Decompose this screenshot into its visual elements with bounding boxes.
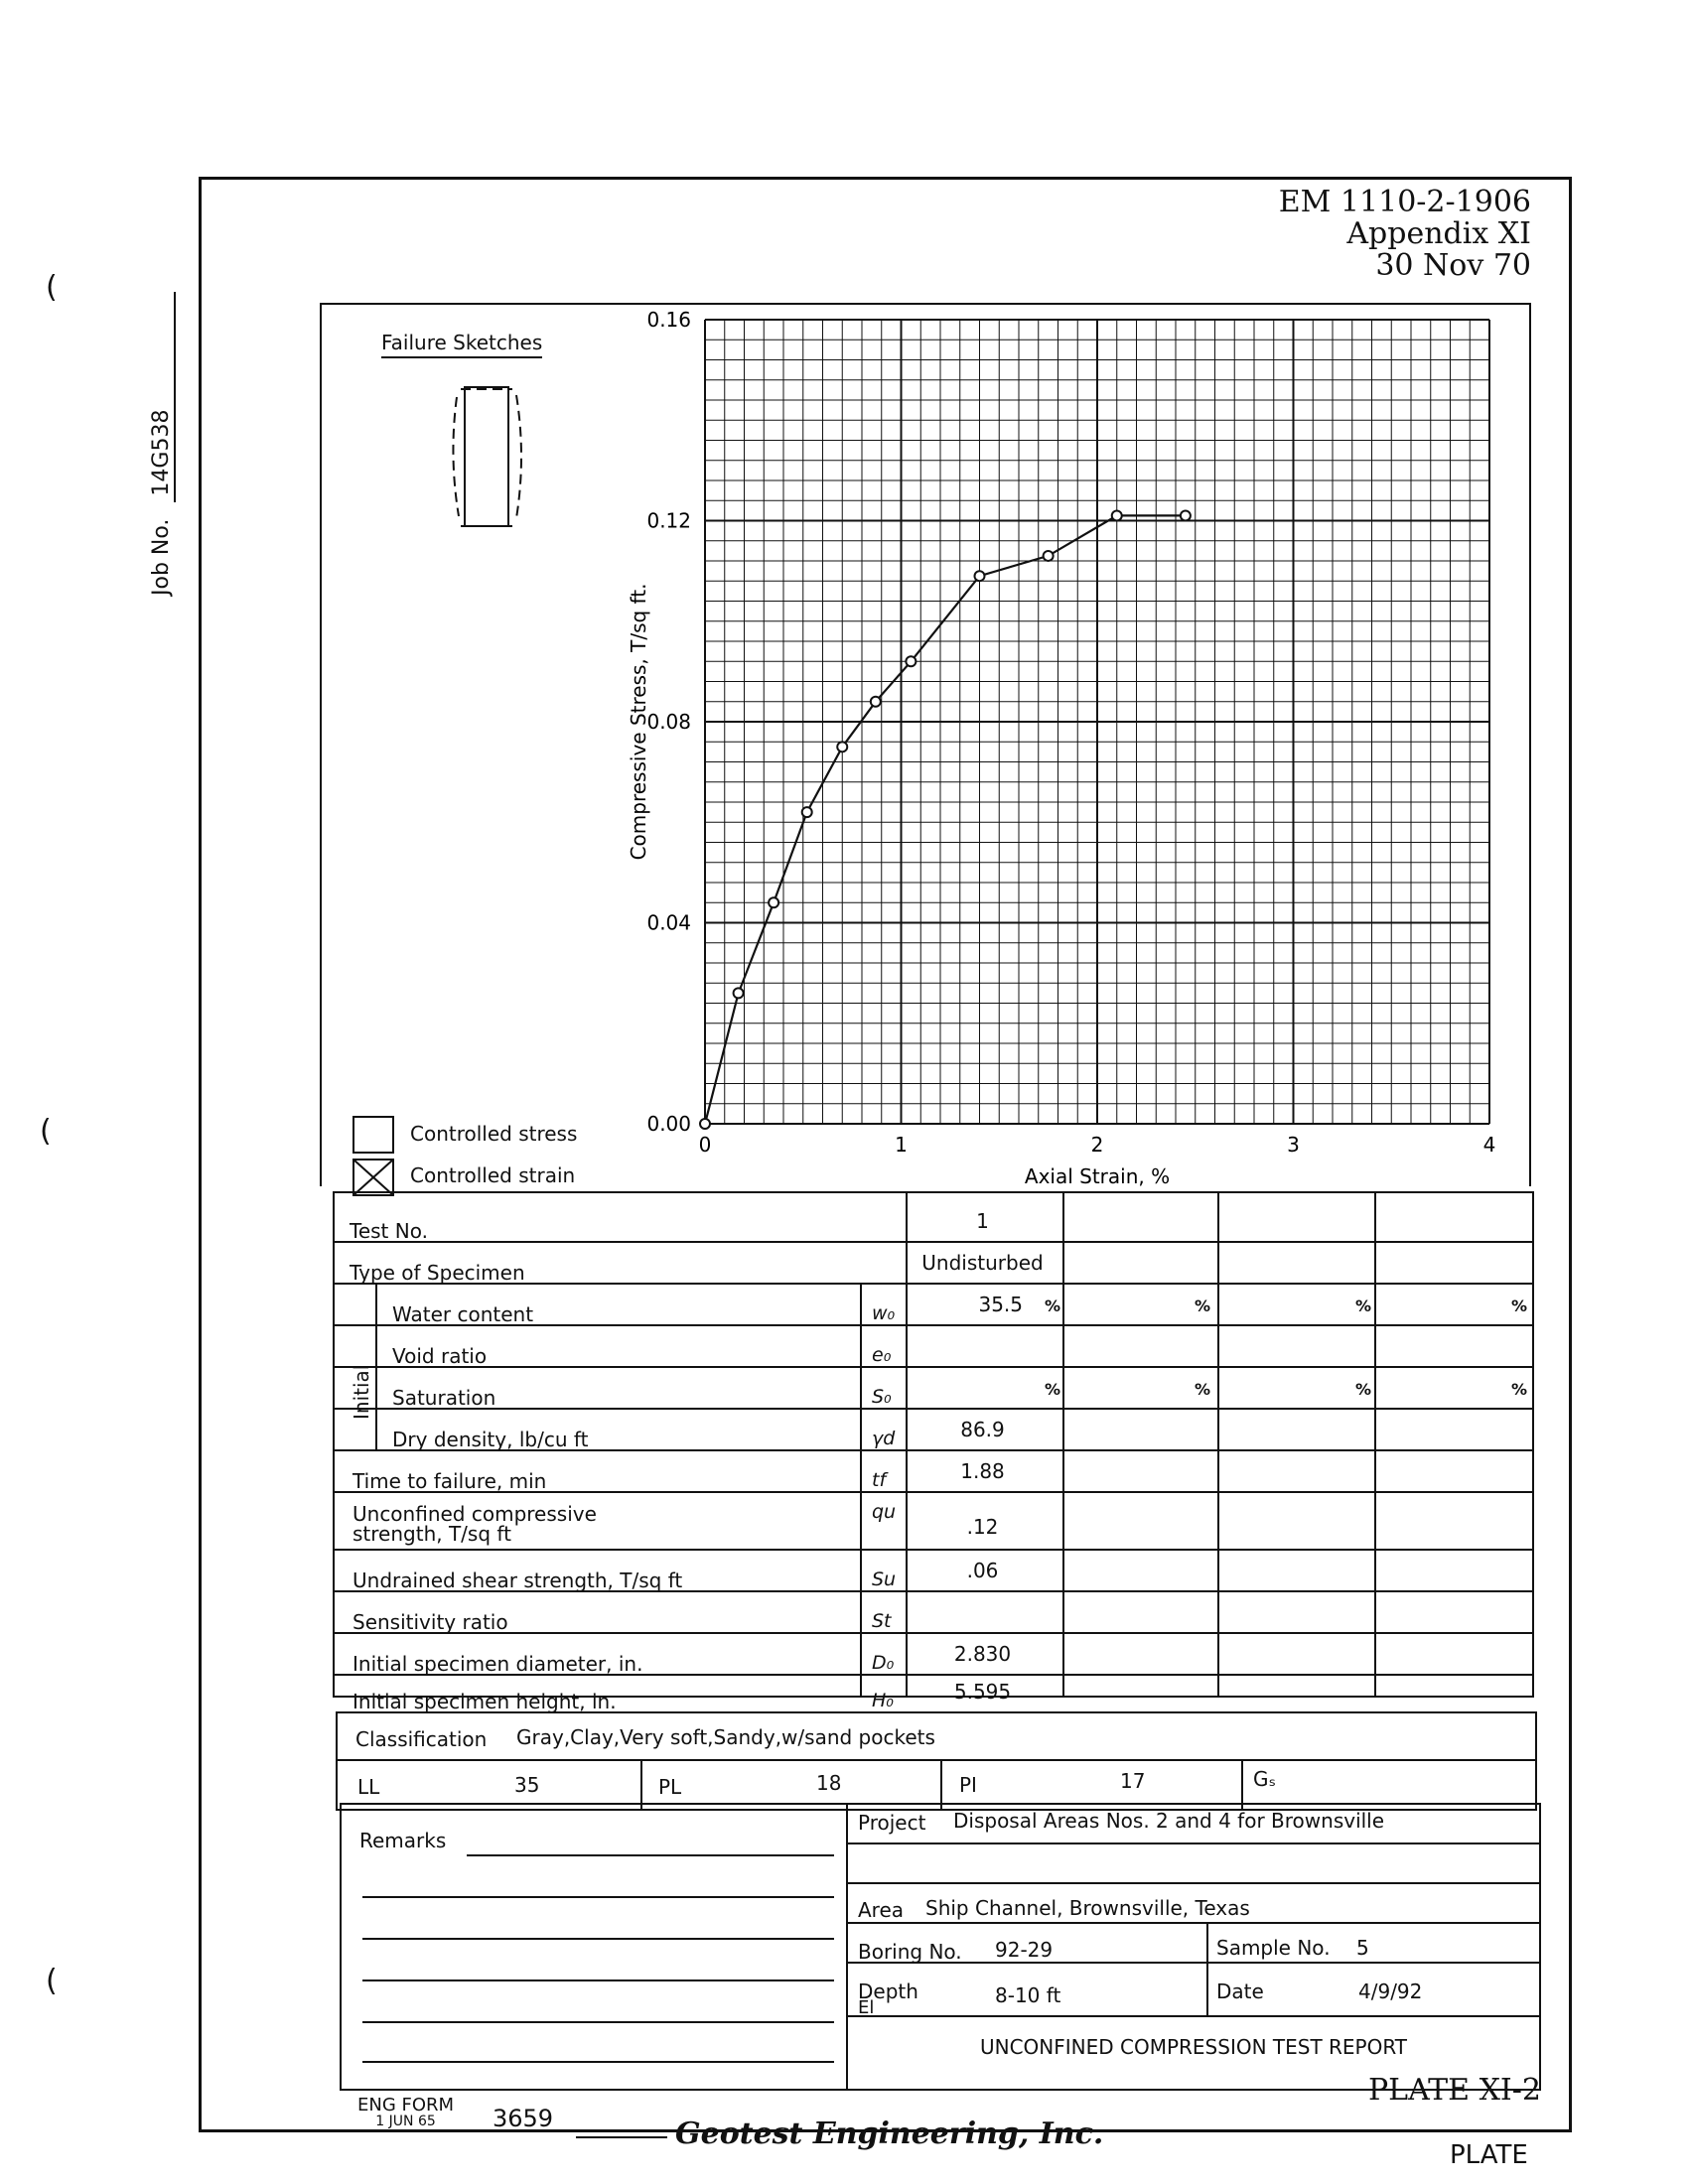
depth-label: Depth <box>858 1979 918 2003</box>
water-content-value: 35.5 <box>978 1293 1023 1316</box>
data-point <box>1112 510 1122 520</box>
sensitivity-label: Sensitivity ratio <box>352 1610 508 1634</box>
water-content-symbol: w₀ <box>872 1302 896 1324</box>
diameter-symbol: D₀ <box>872 1652 895 1674</box>
pl-value: 18 <box>816 1771 842 1795</box>
shear-strength-value: .06 <box>966 1559 999 1582</box>
shear-strength-symbol: Su <box>872 1569 897 1590</box>
data-point <box>871 697 881 707</box>
diameter-label: Initial specimen diameter, in. <box>352 1652 643 1676</box>
job-value: 14G538 <box>149 292 176 502</box>
el-label: El <box>858 1997 875 2018</box>
specimen-label: Type of Specimen <box>350 1261 525 1285</box>
sample-value: 5 <box>1356 1936 1369 1960</box>
project-value: Disposal Areas Nos. 2 and 4 for Brownsville <box>953 1809 1385 1833</box>
initial-col-line <box>375 1283 377 1449</box>
x-axis-label: Axial Strain, % <box>1024 1164 1171 1188</box>
depth-value: 8-10 ft <box>995 1983 1061 2007</box>
sensitivity-symbol: St <box>872 1610 892 1632</box>
failure-sketch <box>437 377 536 536</box>
pct-marker: % <box>1355 1380 1372 1399</box>
y-tick-label: 0.00 <box>646 1112 691 1136</box>
pct-marker: % <box>1355 1297 1372 1315</box>
classification-value: Gray,Clay,Very soft,Sandy,w/sand pockets <box>516 1725 935 1749</box>
data-point <box>1044 551 1054 561</box>
symbol-col-line <box>860 1283 862 1698</box>
saturation-symbol: S₀ <box>872 1386 892 1408</box>
ucs-label-2: strength, T/sq ft <box>352 1522 511 1546</box>
project-row-line <box>846 1882 1541 1884</box>
dry-density-symbol: γd <box>872 1428 896 1449</box>
ll-label: LL <box>357 1775 380 1799</box>
y-tick-label: 0.12 <box>646 508 691 533</box>
data-point <box>906 656 916 666</box>
eng-form-number: 3659 <box>493 2105 554 2132</box>
pi-value: 17 <box>1120 1769 1146 1793</box>
shear-strength-label: Undrained shear strength, T/sq ft <box>352 1569 683 1592</box>
x-tick-label: 3 <box>1287 1133 1300 1157</box>
height-label: Initial specimen height, in. <box>352 1690 617 1713</box>
sample-divider <box>1206 1922 1208 2015</box>
pl-label: PL <box>658 1775 682 1799</box>
pct-marker: % <box>1511 1297 1528 1315</box>
time-to-failure-value: 1.88 <box>960 1459 1005 1483</box>
data-point <box>734 988 744 998</box>
eng-form-date: 1 JUN 65 <box>375 2114 436 2129</box>
initial-label: Initial <box>350 1364 373 1420</box>
data-point <box>802 807 812 817</box>
stress-strain-chart <box>596 310 1509 1193</box>
x-tick-label: 0 <box>698 1133 712 1157</box>
gs-label: Gₛ <box>1253 1767 1276 1791</box>
y-tick-label: 0.08 <box>646 710 691 734</box>
pi-label: PI <box>959 1773 977 1797</box>
series-line <box>705 515 1186 1124</box>
plate-bottom: PLATE <box>1450 2140 1528 2170</box>
remarks-line <box>362 2061 834 2063</box>
project-row-line <box>846 2015 1541 2017</box>
boring-label: Boring No. <box>858 1940 962 1964</box>
date-label: Date <box>1216 1979 1264 2003</box>
data-point <box>1181 510 1191 520</box>
controlled-stress-label: Controlled stress <box>410 1122 578 1146</box>
height-symbol: H₀ <box>872 1690 894 1711</box>
project-row-line <box>846 1922 1541 1924</box>
dry-density-label: Dry density, lb/cu ft <box>392 1428 589 1451</box>
footer-rule-right <box>1142 2130 1539 2132</box>
specimen-value: Undisturbed <box>921 1251 1044 1275</box>
dry-density-value: 86.9 <box>960 1418 1005 1441</box>
table-col-line <box>1374 1191 1376 1698</box>
table-row-line <box>333 1549 1534 1551</box>
pct-marker: % <box>1195 1297 1211 1315</box>
test-no-label: Test No. <box>350 1219 428 1243</box>
ucs-symbol: qu <box>872 1501 897 1523</box>
data-point <box>700 1119 710 1129</box>
time-to-failure-label: Time to failure, min <box>352 1469 547 1493</box>
table-row-line <box>333 1366 1534 1368</box>
controlled-stress-checkbox[interactable] <box>352 1116 394 1154</box>
job-number <box>149 292 176 596</box>
remarks-label: Remarks <box>359 1829 447 1852</box>
table-row-line <box>333 1632 1534 1634</box>
data-point <box>837 742 847 751</box>
document-header <box>1279 187 1531 282</box>
saturation-label: Saturation <box>392 1386 496 1410</box>
table-col-line <box>1217 1191 1219 1698</box>
plate-number: PLATE XI-2 <box>1368 2073 1542 2108</box>
void-ratio-symbol: e₀ <box>872 1344 892 1366</box>
area-label: Area <box>858 1898 905 1922</box>
project-row-line <box>846 1843 1541 1844</box>
table-row-line <box>333 1408 1534 1410</box>
ucs-value: .12 <box>966 1515 999 1539</box>
header-em: EM 1110-2-1906 <box>1278 185 1531 219</box>
x-tick-label: 2 <box>1090 1133 1104 1157</box>
header-date: 30 Nov 70 <box>1375 248 1531 283</box>
failure-sketches-title: Failure Sketches <box>381 331 542 358</box>
boring-value: 92-29 <box>995 1938 1054 1962</box>
x-tick-label: 1 <box>895 1133 908 1157</box>
classification-divider <box>336 1759 1537 1761</box>
classification-label: Classification <box>355 1727 488 1751</box>
pct-marker: % <box>1195 1380 1211 1399</box>
company-name: Geotest Engineering, Inc. <box>675 2116 1104 2151</box>
data-point <box>769 897 778 907</box>
remarks-line <box>362 1979 834 1981</box>
area-value: Ship Channel, Brownsville, Texas <box>925 1896 1250 1920</box>
diameter-value: 2.830 <box>953 1642 1012 1666</box>
void-ratio-label: Void ratio <box>392 1344 488 1368</box>
pct-marker: % <box>1045 1380 1061 1399</box>
remarks-line <box>467 1854 834 1856</box>
date-value: 4/9/92 <box>1358 1979 1423 2003</box>
margin-mark: ( <box>46 270 58 305</box>
data-point <box>975 571 985 581</box>
report-title: UNCONFINED COMPRESSION TEST REPORT <box>979 2035 1408 2059</box>
controlled-strain-label: Controlled strain <box>410 1163 576 1187</box>
project-label: Project <box>858 1811 926 1835</box>
y-axis-label: Compressive Stress, T/sq ft. <box>627 583 650 861</box>
y-tick-label: 0.16 <box>646 310 691 332</box>
height-value: 5.595 <box>953 1680 1012 1704</box>
ucs-label-1: Unconfined compressive <box>352 1502 597 1526</box>
footer-rule-left <box>576 2136 667 2138</box>
remarks-line <box>362 1896 834 1898</box>
remarks-line <box>362 2021 834 2023</box>
sample-label: Sample No. <box>1216 1936 1331 1960</box>
eng-form <box>357 2097 454 2130</box>
eng-form-label: ENG FORM <box>357 2095 455 2116</box>
test-no-value: 1 <box>976 1209 989 1233</box>
x-tick-label: 4 <box>1482 1133 1496 1157</box>
margin-mark: ( <box>46 1964 58 1998</box>
remarks-line <box>362 1938 834 1940</box>
header-appendix: Appendix XI <box>1346 216 1531 251</box>
pct-marker: % <box>1511 1380 1528 1399</box>
time-to-failure-symbol: tf <box>872 1469 887 1491</box>
y-tick-label: 0.04 <box>646 910 691 935</box>
margin-mark: ( <box>40 1114 52 1149</box>
job-label: Job No. <box>149 518 174 596</box>
table-row-line <box>333 1241 1534 1243</box>
table-col-line <box>1062 1191 1064 1698</box>
water-content-label: Water content <box>392 1302 534 1326</box>
ll-value: 35 <box>514 1773 540 1797</box>
pct-marker: % <box>1045 1297 1061 1315</box>
